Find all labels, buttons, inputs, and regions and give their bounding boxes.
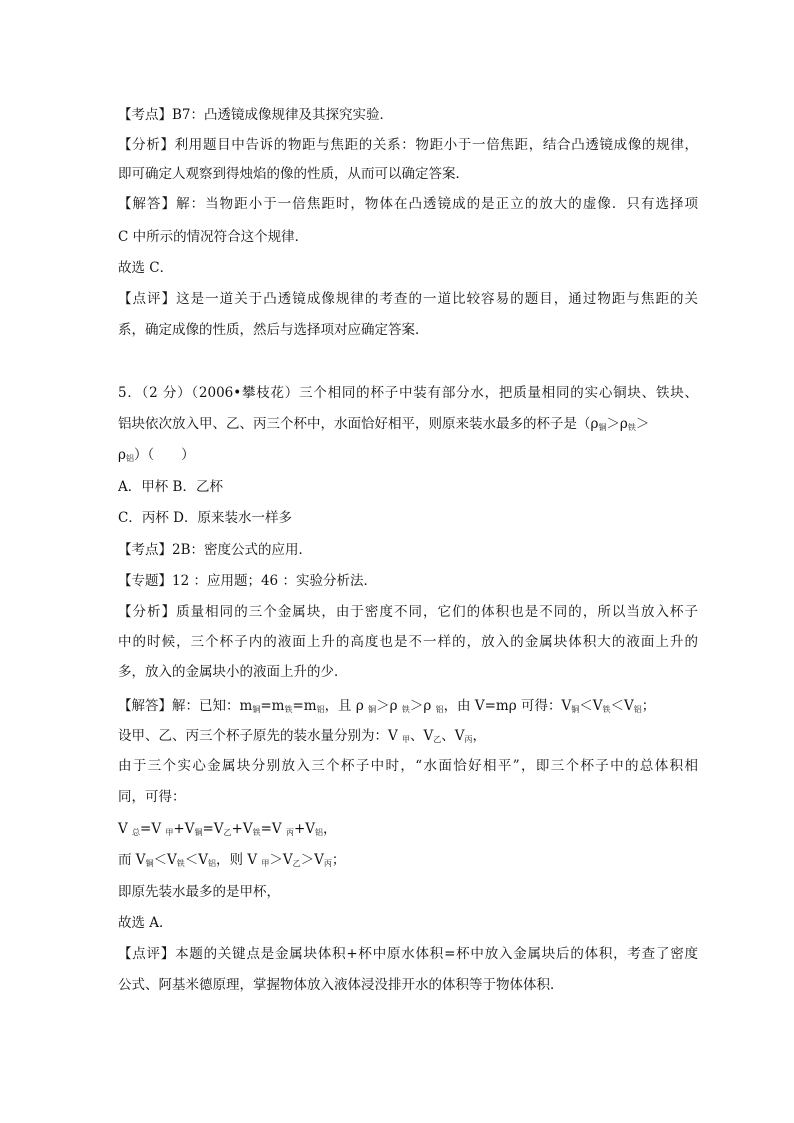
question5-jieda-line3: 由于三个实心金属块分别放入三个杯子中时，“水面恰好相平”，即三个杯子中的总体积相: [118, 758, 698, 774]
text-segment: ＞ρ: [376, 698, 402, 714]
question5-conclusion: 故选 A．: [118, 915, 173, 931]
subscript: 铝: [316, 705, 325, 714]
subscript: 铜: [194, 828, 203, 837]
subscript: 铝: [435, 705, 444, 714]
subscript: 甲: [261, 859, 270, 868]
text-segment: ，由 V=mρ 可得：V: [443, 698, 572, 714]
text-segment: =V: [260, 821, 286, 837]
subscript: 铝: [633, 705, 642, 714]
text-segment: =V: [202, 821, 224, 837]
text-segment: 而 V: [118, 852, 146, 868]
subscript: 铝: [208, 859, 217, 868]
text-segment: =m: [260, 698, 285, 714]
text-segment: ＞V: [269, 852, 293, 868]
text-segment: ＜V: [579, 698, 603, 714]
question5-options-line1: A．甲杯 B．乙杯: [118, 479, 223, 495]
question5-jieda-line4: 同，可得：: [118, 789, 186, 805]
subscript: 甲: [165, 828, 174, 837]
question5-stem-line2: 铝块依次放入甲、乙、丙三个杯中，水面恰好相平，则原来装水最多的杯子是（$\rho_铜>\rho_铁>$: [118, 416, 650, 432]
block1-kaodian: 【考点】B7：凸透镜成像规律及其探究实验．: [118, 107, 394, 123]
question5-options-line2: C．丙杯 D．原来装水一样多: [118, 510, 292, 526]
text-segment: ；: [641, 698, 656, 714]
text-segment: =V: [140, 821, 166, 837]
question5-dianping-line1: 【点评】本题的关键点是金属块体积+杯中原水体积=杯中放入金属块后的体积，考查了密度: [118, 946, 698, 962]
subscript: 总: [132, 828, 141, 837]
block1-dianping-line1: 【点评】这是一道关于凸透镜成像规律的考查的一道比较容易的题目，通过物距与焦距的关: [118, 291, 698, 307]
question5-zhuanti: 【专题】12 ：应用题；46 ：实验分析法．: [118, 573, 377, 589]
text-segment: ＜V: [153, 852, 177, 868]
question5-jieda-line1: [118, 697, 698, 719]
block1-fenxi-line1: 【分析】利用题目中告诉的物距与焦距的关系：物距小于一倍焦距，结合凸透镜成像的规律，: [118, 137, 698, 153]
question5-jieda-line2: [118, 727, 698, 749]
subscript: 丙: [323, 859, 332, 868]
text-segment: 【解答】解：已知：m: [118, 698, 253, 714]
text-segment: V: [118, 821, 133, 837]
subscript: 铜: [145, 859, 154, 868]
subscript: 铁: [252, 828, 261, 837]
question5-jieda-line6: [118, 851, 698, 873]
subscript: 铁: [176, 859, 185, 868]
text-segment: ，: [472, 728, 487, 744]
text-segment: +V: [231, 821, 253, 837]
text-segment: +V: [293, 821, 316, 837]
text-segment: ＞ρ: [409, 698, 436, 714]
subscript: 乙: [433, 735, 442, 744]
question5-fenxi-line2: 中的时候，三个杯子内的液面上升的高度也是不一样的，放入的金属块体积大的液面上升的: [118, 634, 698, 650]
question5-jieda-line7: 即原先装水最多的是甲杯，: [118, 884, 280, 900]
subscript: 丙: [285, 828, 294, 837]
subscript: 铁: [401, 705, 410, 714]
block1-conclusion: 故选 C．: [118, 260, 174, 276]
question5-stem-line3: $\rho_铝$）（ ）: [118, 447, 195, 463]
text-segment: 、V: [441, 728, 465, 744]
text-segment: ，且 ρ: [324, 698, 369, 714]
subscript: 铁: [602, 705, 611, 714]
text-segment: =m: [292, 698, 317, 714]
text-segment: ＞V: [300, 852, 324, 868]
text-segment: ，则 V: [216, 852, 262, 868]
text-segment: ，: [323, 821, 337, 837]
question5-stem-line1: 5．（2 分）（2006•攀枝花）三个相同的杯子中装有部分水，把质量相同的实心铜块、铁块、: [118, 385, 698, 401]
text-segment: ＜V: [610, 698, 634, 714]
text-segment: 设甲、乙、丙三个杯子原先的装水量分别为：V: [118, 728, 403, 744]
text-segment: ＜V: [184, 852, 209, 868]
block1-jieda-line1: 【解答】解：当物距小于一倍焦距时，物体在凸透镜成的是正立的放大的虚像．只有选择项: [118, 196, 698, 212]
subscript: 丙: [464, 735, 473, 744]
question5-dianping-line2: 公式、阿基米德原理，掌握物体放入液体浸没排开水的体积等于物体体积．: [118, 977, 564, 993]
subscript: 乙: [292, 859, 301, 868]
question5-fenxi-line3: 多，放入的金属块小的液面上升的少．: [118, 664, 348, 680]
subscript: 铝: [315, 828, 324, 837]
subscript: 甲: [402, 735, 411, 744]
text-segment: ；: [331, 852, 346, 868]
question5-jieda-line5: [118, 820, 698, 842]
subscript: 铁: [284, 705, 293, 714]
subscript: 铜: [368, 705, 377, 714]
block1-dianping-line2: 系，确定成像的性质，然后与选择项对应确定答案．: [118, 322, 429, 338]
subscript: 乙: [223, 828, 232, 837]
block1-fenxi-line2: 即可确定人观察到得烛焰的像的性质，从而可以确定答案．: [118, 166, 469, 182]
text-segment: +V: [173, 821, 195, 837]
text-segment: 、V: [410, 728, 434, 744]
subscript: 铜: [252, 705, 261, 714]
question5-fenxi-line1: 【分析】质量相同的三个金属块，由于密度不同，它们的体积也是不同的，所以当放入杯子: [118, 604, 698, 620]
block1-jieda-line2: C 中所示的情况符合这个规律．: [118, 229, 309, 245]
question5-kaodian: 【考点】2B：密度公式的应用．: [118, 542, 313, 558]
subscript: 铜: [571, 705, 580, 714]
